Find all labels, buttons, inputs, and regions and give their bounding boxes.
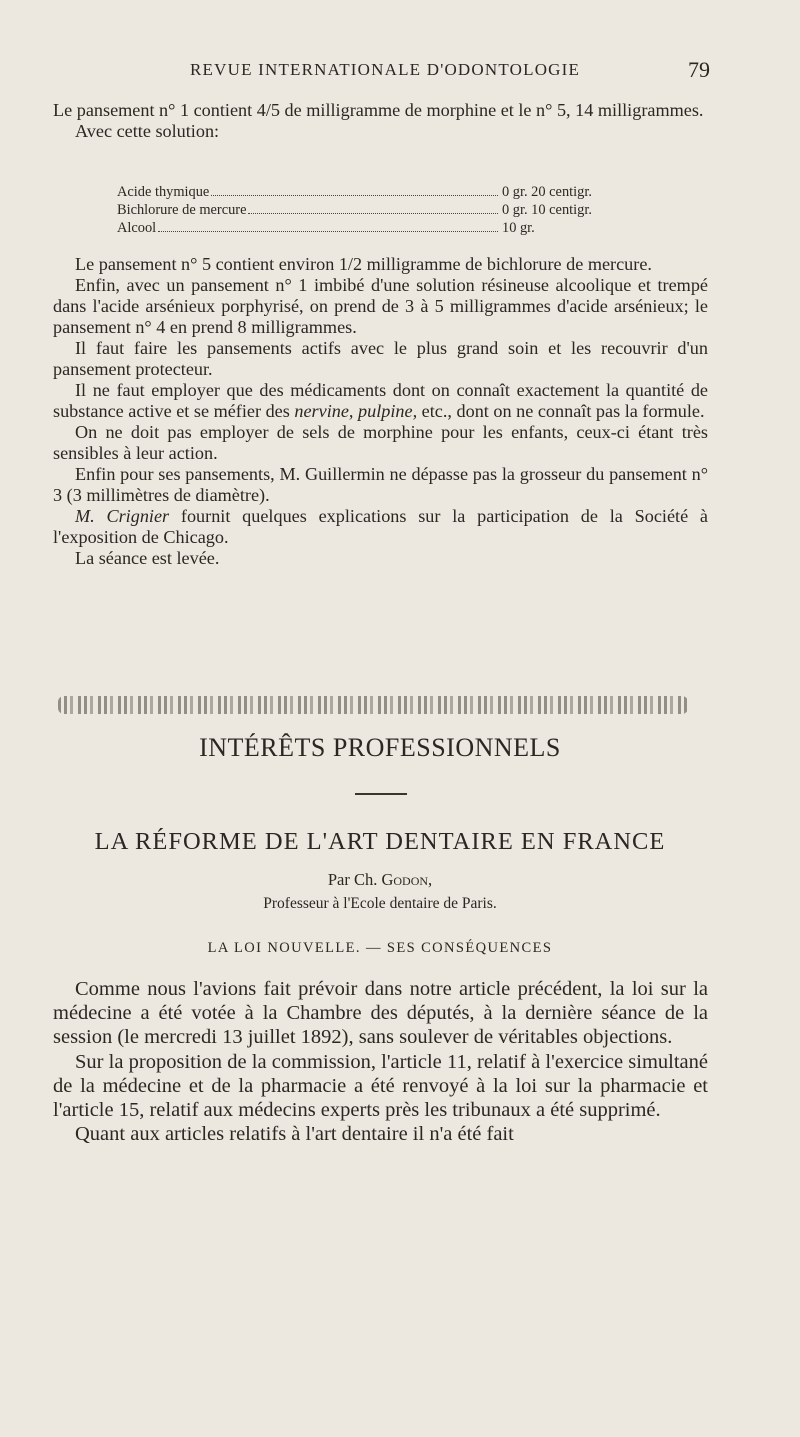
crignier-text: fournit quelques explications sur la participation de la Société à l'exposition de Chicago.	[53, 506, 708, 547]
paragraph-medicaments	[53, 380, 708, 422]
article-subtitle: LA LOI NOUVELLE. — SES CONSÉQUENCES	[207, 940, 553, 956]
paragraph-arsenieux: Enfin, avec un pansement n° 1 imbibé d'une solution résineuse alcoolique et trempé dans l'acide arsénieux porphyrisé, on prend de 3 à 5 milligrammes d'acide arsénieux; le pansement n° 4 en prend 8 milligrammes.	[53, 275, 708, 337]
medicaments-text-start: Il ne faut employer que des médicaments dont on connaît exactement la quantité de substance active et se méfier des	[53, 380, 708, 421]
paragraph-dose: Le pansement n° 1 contient 4/5 de milligramme de morphine et le n° 5, 14 milligrammes.	[53, 100, 704, 120]
leader-dots	[158, 219, 498, 232]
author-byline	[0, 870, 760, 890]
article-paragraph: Comme nous l'avions fait prévoir dans notre article précédent, la loi sur la médecine a été votée à la Chambre des députés, à la dernière séance de la session (le mercredi 13 juillet 1892), sans soulever de véritables objections.	[53, 978, 708, 1049]
article-body	[53, 977, 708, 1146]
recipe-row	[117, 201, 657, 219]
running-header: REVUE INTERNATIONALE D'ODONTOLOGIE	[190, 60, 581, 79]
recipe-row	[117, 183, 657, 201]
recipe-ingredient: Acide thymique	[117, 184, 210, 200]
crignier-name: M. Crignier	[75, 506, 170, 526]
article-paragraph: Quant aux articles relatifs à l'art dentaire il n'a été fait	[75, 1123, 514, 1146]
article-title: LA RÉFORME DE L'ART DENTAIRE EN FRANCE	[94, 828, 666, 855]
ornamental-divider	[58, 696, 688, 714]
paragraph-closing: La séance est levée.	[75, 548, 220, 568]
article-paragraph: Sur la proposition de la commission, l'article 11, relatif à l'exercice simultané de la médecine et de la pharmacie a été renvoyé à la loi sur la pharmacie et l'article 15, relatif aux médecins experts près les tribunaux a été supprimé.	[53, 1050, 708, 1122]
recipe-quantity: 0 gr. 10 centigr.	[502, 202, 592, 218]
author-affiliation: Professeur à l'Ecole dentaire de Paris.	[263, 895, 497, 912]
recipe-quantity: 0 gr. 20 centigr.	[502, 184, 592, 200]
recipe-row	[117, 219, 657, 237]
leader-dots	[211, 183, 498, 196]
recipe-list	[117, 183, 657, 237]
byline-prefix: Par Ch.	[327, 870, 382, 889]
recipe-ingredient: Alcool	[117, 220, 157, 236]
paragraph-solution-intro: Avec cette solution:	[75, 121, 220, 141]
paragraph-morphine-enfants: On ne doit pas employer de sels de morphine pour les enfants, ceux-ci étant très sensibles à leur action.	[53, 422, 708, 463]
medicaments-text-end: etc., dont on ne connaît pas la formule.	[417, 401, 705, 421]
section-title: INTÉRÊTS PROFESSIONNELS	[199, 733, 561, 762]
middle-text-block	[53, 254, 708, 569]
paragraph-protecteur: Il faut faire les pansements actifs avec le plus grand soin et les recouvrir d'un pansement protecteur.	[53, 338, 708, 379]
paragraph-crignier	[53, 506, 708, 548]
leader-dots	[248, 201, 498, 214]
recipe-ingredient: Bichlorure de mercure	[117, 202, 247, 218]
recipe-quantity: 10 gr.	[502, 220, 535, 236]
paragraph-bichlorure: Le pansement n° 5 contient environ 1/2 milligramme de bichlorure de mercure.	[75, 254, 652, 274]
title-rule	[355, 793, 407, 795]
medicaments-italic: nervine, pulpine,	[294, 401, 418, 421]
top-text-block	[53, 100, 708, 142]
paragraph-guillermin: Enfin pour ses pansements, M. Guillermin ne dépasse pas la grosseur du pansement n° 3 (3 millimètres de diamètre).	[53, 464, 708, 505]
page-number: 79	[688, 57, 710, 82]
author-name: Godon,	[381, 870, 433, 889]
